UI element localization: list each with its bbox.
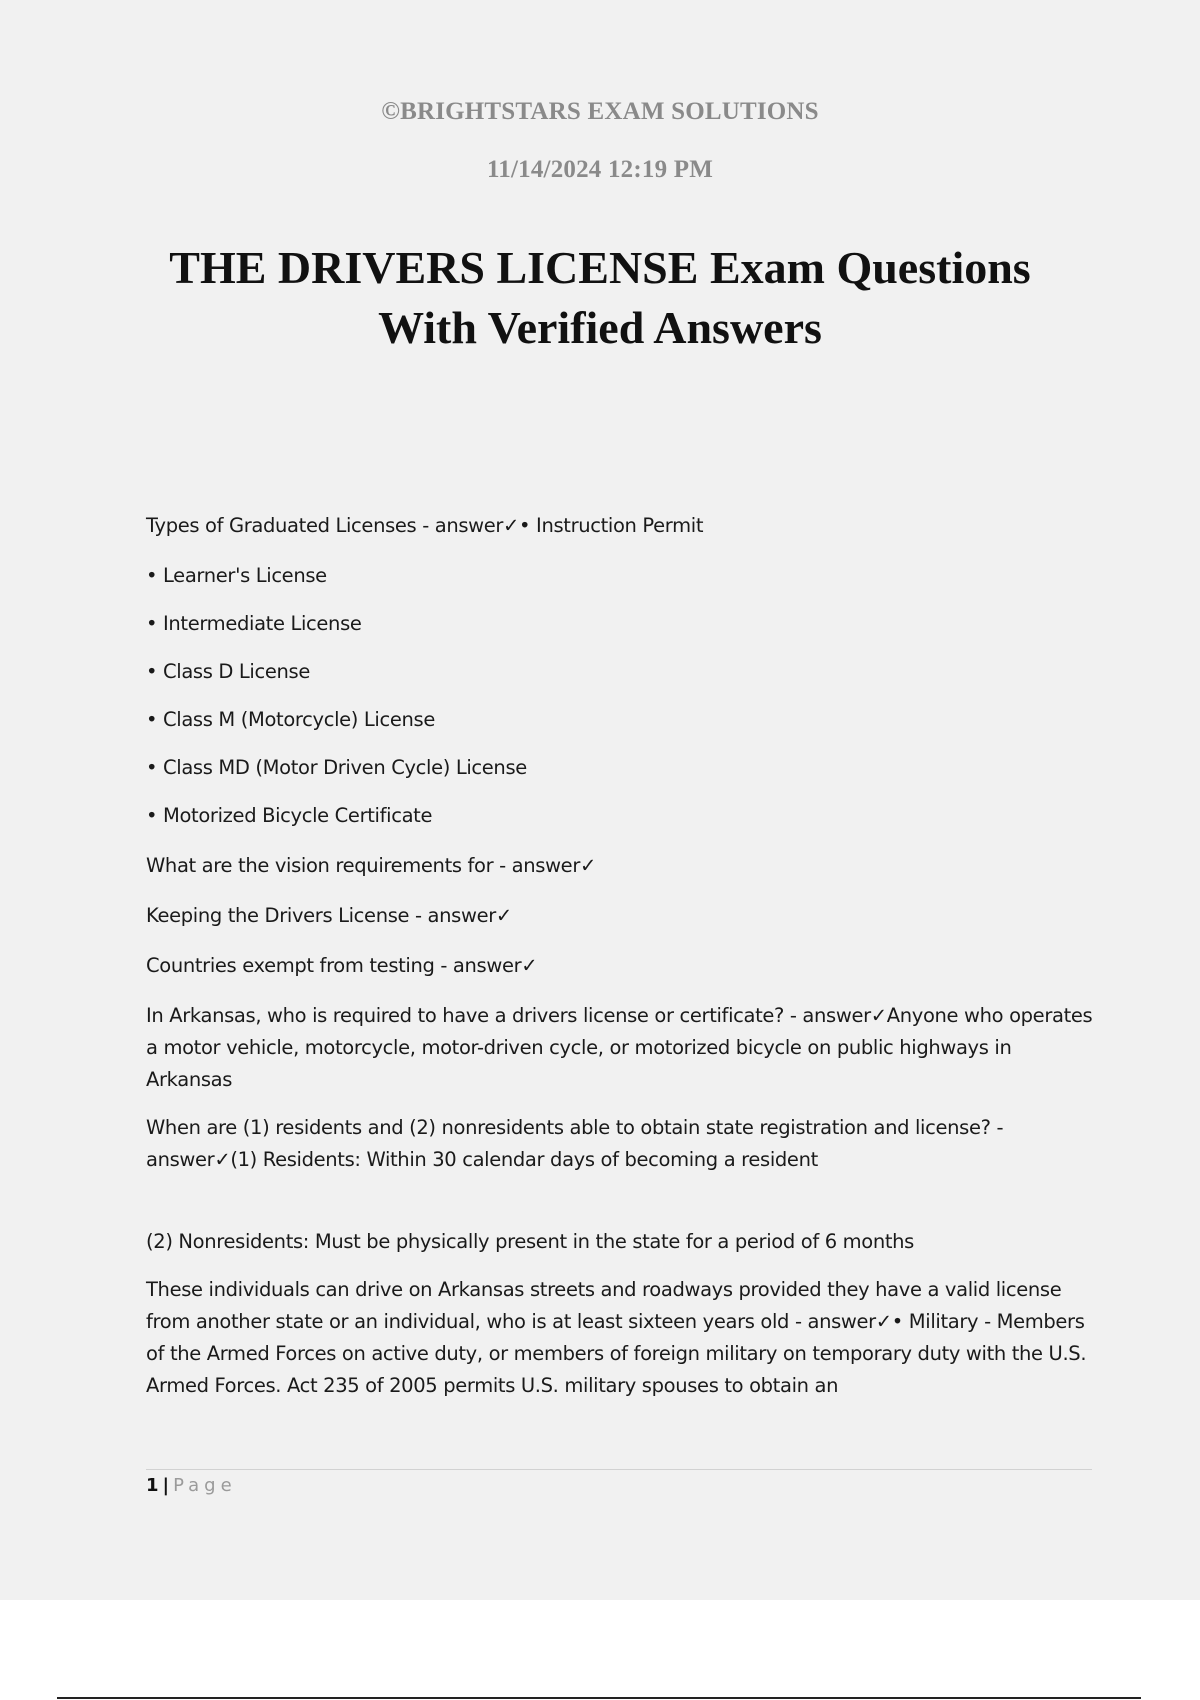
list-item: • Motorized Bicycle Certificate: [146, 804, 433, 827]
document-title: [100, 238, 1100, 358]
qa-item-graduated-licenses: Types of Graduated Licenses - answer✓• Instruction Permit: [146, 514, 704, 537]
qa-item-nonresidents: (2) Nonresidents: Must be physically present in the state for a period of 6 months: [146, 1230, 914, 1253]
title-line-1: THE DRIVERS LICENSE Exam Questions: [169, 242, 1031, 293]
qa-item-exempt-individuals: These individuals can drive on Arkansas streets and roadways provided they have a valid license from another state or an individual, who is at least sixteen years old - answer✓• Military - Members of the Armed Forces on active duty, or members of foreign military on temporary duty with the U.S. Armed Forces. Act 235 of 2005 permits U.S. military spouses to obtain an: [146, 1278, 1087, 1397]
qa-item-keeping-license: Keeping the Drivers License - answer✓: [146, 904, 512, 927]
qa-item-vision: What are the vision requirements for - answer✓: [146, 854, 596, 877]
page-number: 1: [146, 1475, 159, 1496]
page-footer: [146, 1473, 237, 1499]
title-line-2: With Verified Answers: [378, 302, 822, 353]
next-page-rule: [57, 1697, 1141, 1699]
timestamp-header: 11/14/2024 12:19 PM: [486, 156, 713, 183]
qa-item-who-required: In Arkansas, who is required to have a drivers license or certificate? - answer✓Anyone who operates a motor vehicle, motorcycle, motor-driven cycle, or motorized bicycle on public highways in Arkansas: [146, 1004, 1093, 1091]
page-label: Page: [173, 1475, 237, 1496]
list-item: • Class M (Motorcycle) License: [146, 708, 435, 731]
qa-item-exempt-countries: Countries exempt from testing - answer✓: [146, 954, 538, 977]
list-item: • Class D License: [146, 660, 310, 683]
page-separator: |: [162, 1475, 170, 1496]
list-item: • Learner's License: [146, 564, 327, 587]
document-body: [146, 510, 1096, 1402]
list-item: • Class MD (Motor Driven Cycle) License: [146, 756, 527, 779]
copyright-header: ©BRIGHTSTARS EXAM SOLUTIONS: [381, 98, 819, 125]
footer-divider: [146, 1469, 1092, 1470]
list-item: • Intermediate License: [146, 612, 362, 635]
qa-item-residents: When are (1) residents and (2) nonresidents able to obtain state registration and license? - answer✓(1) Residents: Within 30 calendar days of becoming a resident: [146, 1116, 1004, 1171]
